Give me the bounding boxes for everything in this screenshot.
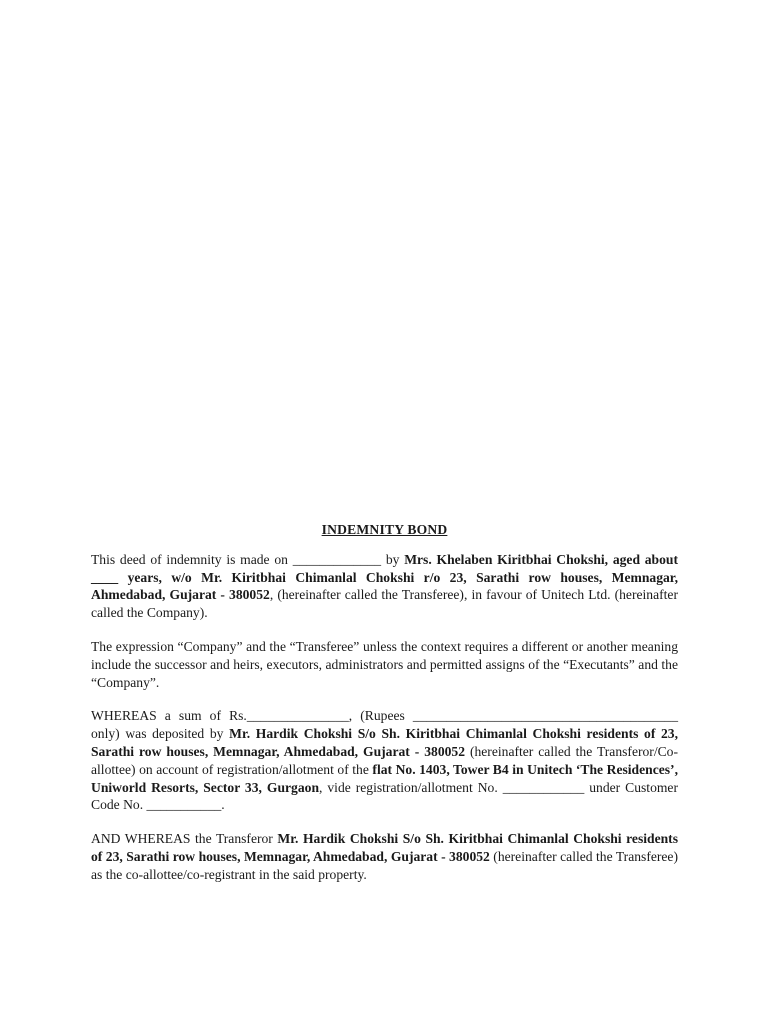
customer-code-blank: ___________ [146, 797, 222, 813]
transferor-details-2: Mr. Hardik Chokshi S/o Sh. Kiritbhai Chimanlal Chokshi residents of 23, Sarathi row houses, Memnagar, Ahmedabad, Gujarat - 380052 [91, 831, 678, 864]
deed-text-1: This deed of indemnity is made on [91, 551, 293, 567]
allotment-no-blank: ____________ [502, 779, 585, 795]
document-body [91, 521, 678, 900]
expression-paragraph [91, 638, 678, 691]
deed-text-3: , (hereinafter called the Transferee), in favour of Unitech Ltd. (hereinafter called the Company). [91, 587, 678, 621]
deed-paragraph [91, 551, 678, 622]
whereas-text-6: under Customer Code No. [91, 779, 678, 813]
whereas-text-2: , (Rupees [348, 708, 413, 724]
whereas-text-7: . [221, 797, 225, 813]
rupees-words-blank: _______________________________________ [412, 708, 678, 724]
date-blank: _____________ [292, 551, 382, 567]
expression-text: The expression “Company” and the “Transferee” unless the context requires a different or another meaning include the successor and heirs, executors, administrators and permitted assigns of the “Executants” and the “Company”. [91, 638, 678, 690]
amount-blank: _______________ [246, 708, 349, 724]
and-whereas-text-2: (hereinafter called the Transferee) as the co-allottee/co-registrant in the said property. [91, 848, 678, 882]
and-whereas-text-1: AND WHEREAS the Transferor [91, 831, 278, 847]
whereas-text-5: , vide registration/allotment No. [319, 779, 503, 795]
document-title: INDEMNITY BOND [321, 522, 448, 537]
whereas-paragraph [91, 707, 678, 814]
transferor-details: Mr. Hardik Chokshi S/o Sh. Kiritbhai Chimanlal Chokshi residents of 23, Sarathi row houses, Memnagar, Ahmedabad, Gujarat - 380052 [91, 726, 678, 759]
whereas-text-3: only) was deposited by [91, 726, 230, 742]
whereas-text-1: WHEREAS a sum of Rs. [91, 708, 247, 724]
deed-text-2: by [381, 551, 405, 567]
whereas-text-4: (hereinafter called the Transferor/Co-allottee) on account of registration/allotment of the [91, 743, 678, 777]
transferee-details: Mrs. Khelaben Kiritbhai Chokshi, aged about ____ years, w/o Mr. Kiritbhai Chimanlal Chokshi r/o 23, Sarathi row houses, Memnagar, Ahmedabad, Gujarat - 380052 [91, 551, 679, 603]
flat-details: flat No. 1403, Tower B4 in Unitech ‘The Residences’, Uniworld Resorts, Sector 33, Gurgaon [91, 761, 678, 795]
and-whereas-paragraph [91, 830, 678, 883]
